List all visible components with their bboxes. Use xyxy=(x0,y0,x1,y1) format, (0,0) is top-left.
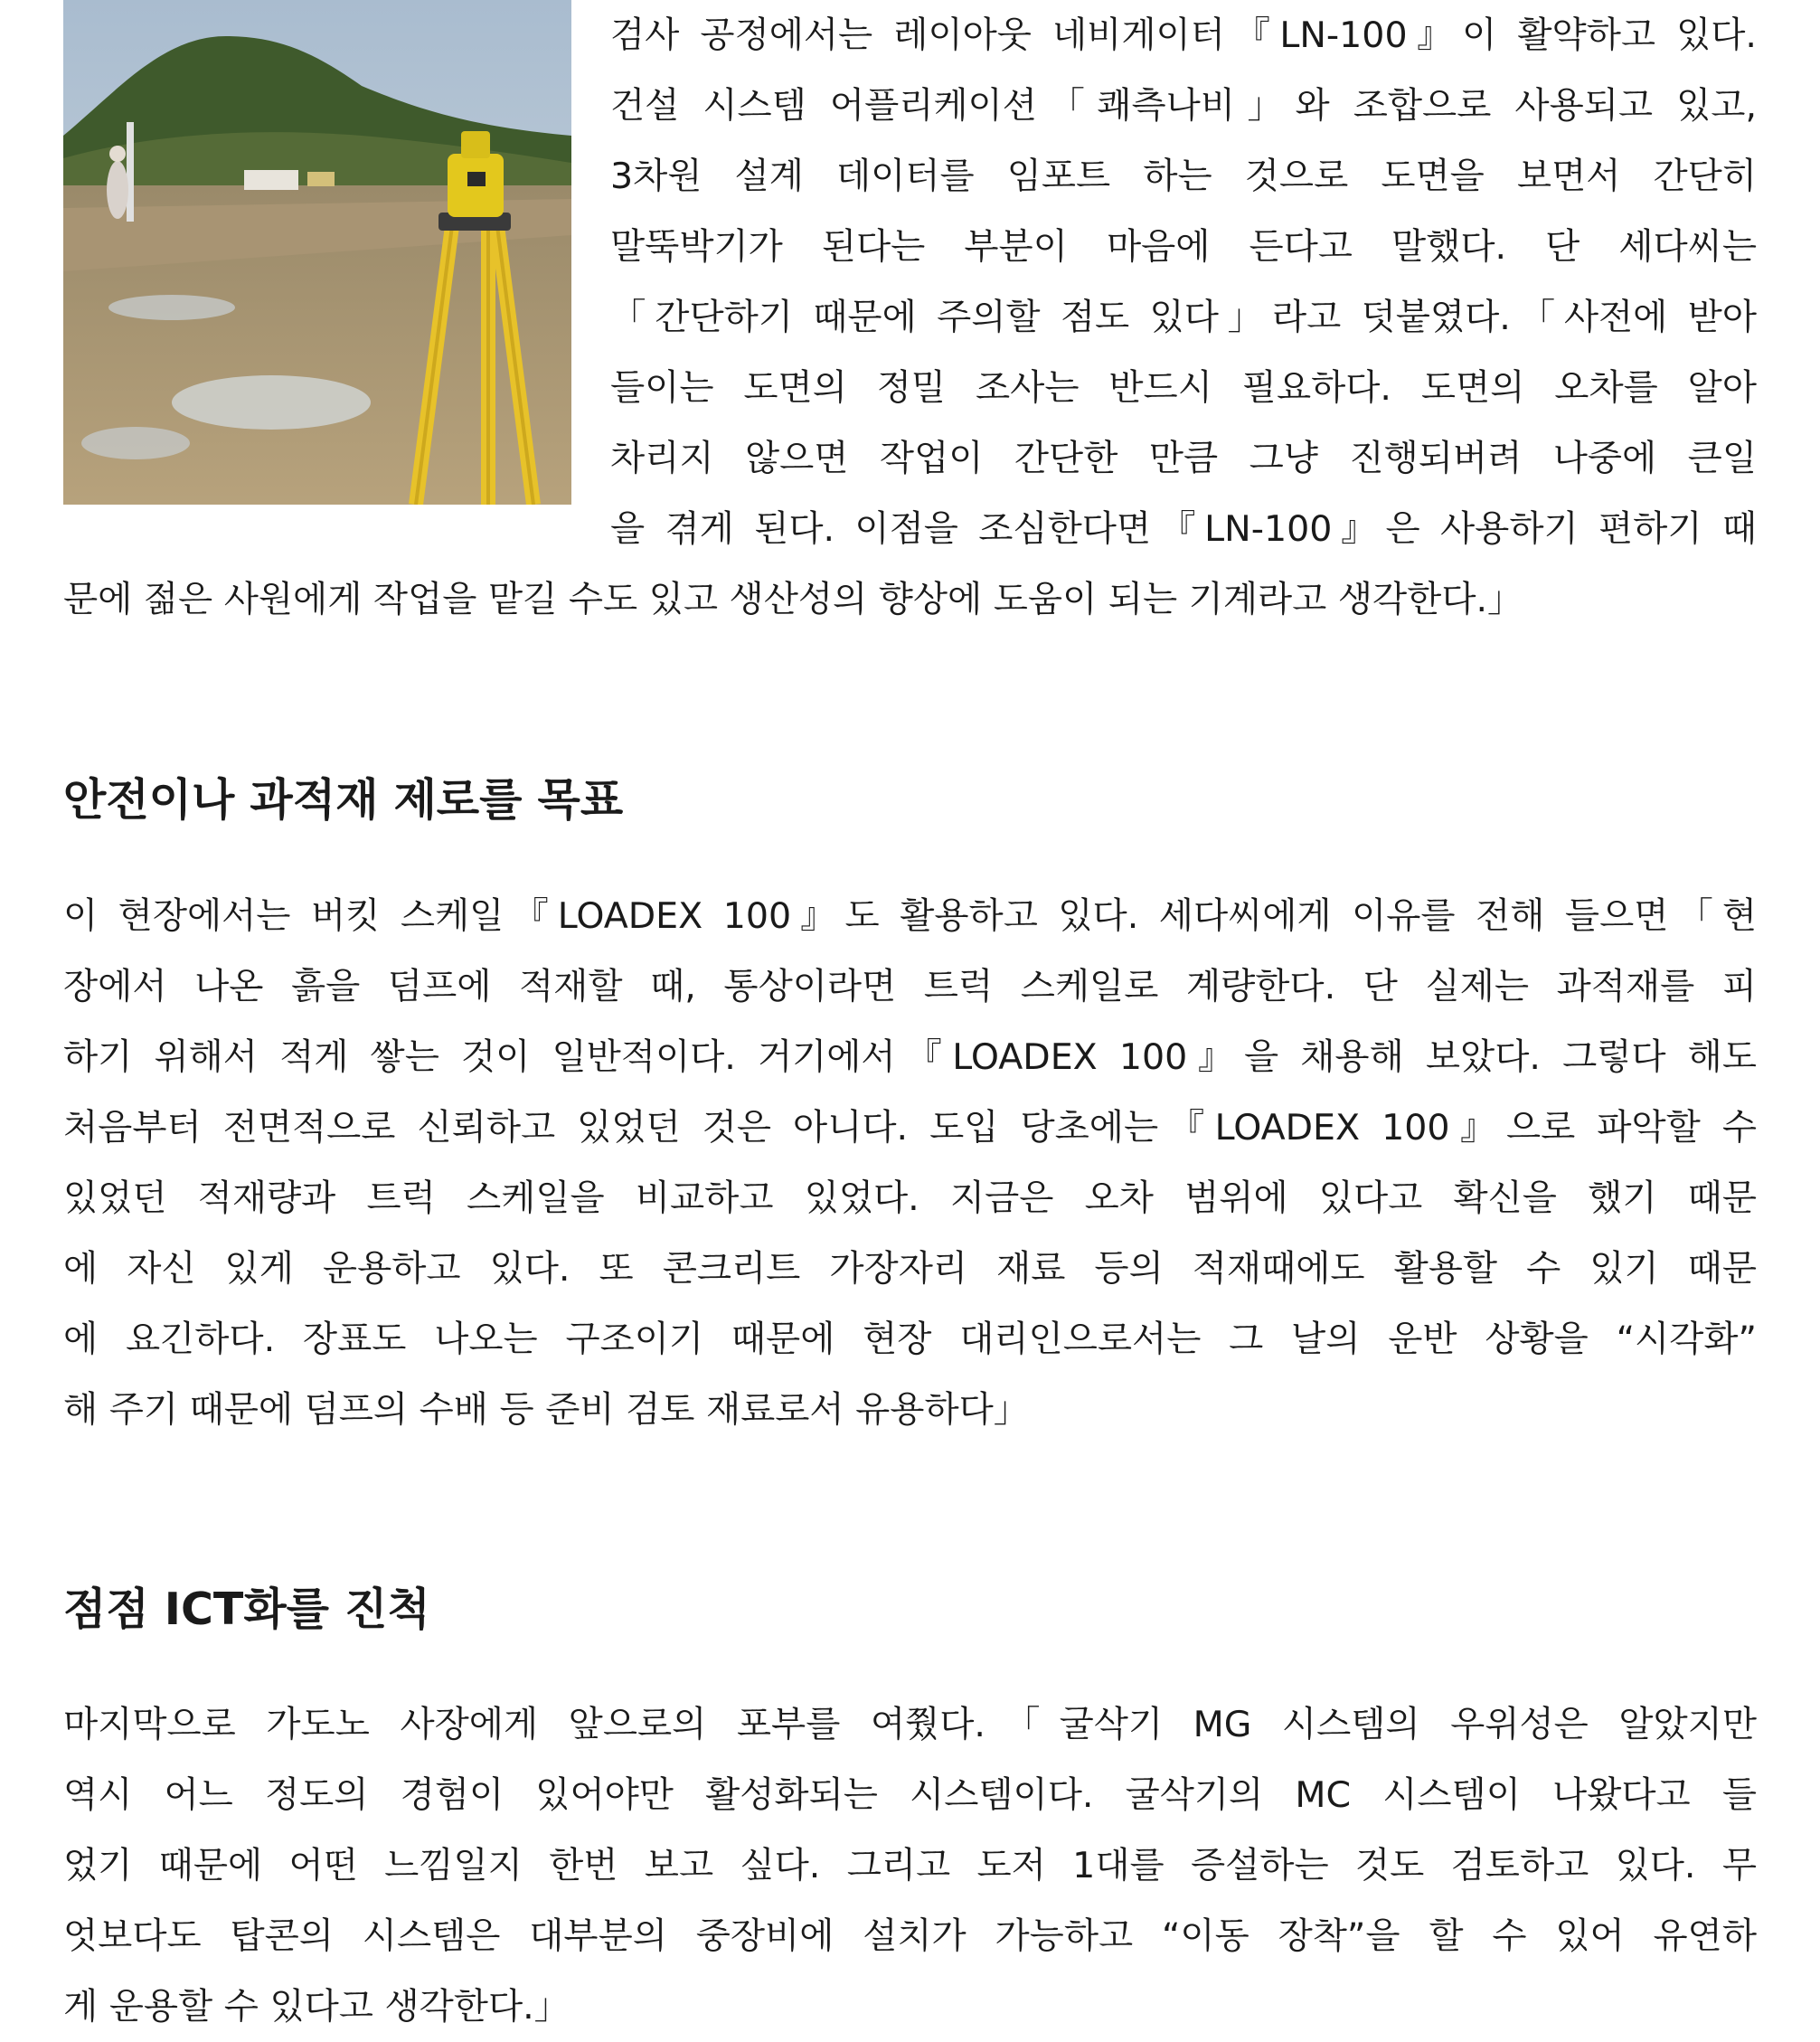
text-line: 게 운용할 수 있다고 생각한다.」 xyxy=(63,1986,571,2028)
text-line: 있었던 적재량과 트럭 스케일을 비교하고 있었다. 지금은 오차 범위에 있다고 확신을 했기 때문 xyxy=(63,1177,1757,1219)
intro-paragraph-wrapped xyxy=(610,0,1757,564)
text-line: 마지막으로 가도노 사장에게 앞으로의 포부를 여쭸다.「굴삭기 MG 시스템의 우위성은 알았지만 xyxy=(63,1704,1757,1745)
text-line: 엇보다도 탑콘의 시스템은 대부분의 중장비에 설치가 가능하고 “이동 장착”을 할 수 있어 유연하 xyxy=(63,1915,1757,1957)
construction-site-image xyxy=(63,0,571,505)
text-line: 말뚝박기가 된다는 부분이 마음에 든다고 말했다. 단 세다씨는 xyxy=(610,226,1757,268)
text-line: 검사 공정에서는 레이아웃 네비게이터『LN-100』이 활약하고 있다. xyxy=(610,14,1757,56)
text-line: 이 현장에서는 버킷 스케일『LOADEX 100』도 활용하고 있다. 세다씨에게 이유를 전해 들으면「현 xyxy=(63,895,1757,937)
text-line: 하기 위해서 적게 쌓는 것이 일반적이다. 거기에서『LOADEX 100』을 채용해 보았다. 그렇다 해도 xyxy=(63,1036,1757,1078)
text-line: 었기 때문에 어떤 느낌일지 한번 보고 싶다. 그리고 도저 1대를 증설하는 것도 검토하고 있다. 무 xyxy=(63,1845,1757,1886)
construction-site-photo xyxy=(63,0,571,505)
text-line: 역시 어느 정도의 경험이 있어야만 활성화되는 시스템이다. 굴삭기의 MC 시스템이 나왔다고 들 xyxy=(63,1774,1757,1816)
text-line: 문에 젊은 사원에게 작업을 맡길 수도 있고 생산성의 향상에 도움이 되는 기계라고 생각한다.」 xyxy=(63,579,1523,620)
text-line: 을 겪게 된다. 이점을 조심한다면『LN-100』은 사용하기 편하기 때 xyxy=(610,508,1757,550)
text-line: 「간단하기 때문에 주의할 점도 있다」라고 덧붙였다.「사전에 받아 xyxy=(610,297,1757,338)
section2-paragraph xyxy=(63,1689,1757,2042)
text-line: 처음부터 전면적으로 신뢰하고 있었던 것은 아니다. 도입 당초에는『LOADEX 100』으로 파악할 수 xyxy=(63,1107,1757,1149)
text-line: 들이는 도면의 정밀 조사는 반드시 필요하다. 도면의 오차를 알아 xyxy=(610,367,1757,409)
intro-paragraph-full xyxy=(63,564,1757,635)
text-line: 차리지 않으면 작업이 간단한 만큼 그냥 진행되버려 나중에 큰일 xyxy=(610,438,1757,479)
text-line: 해 주기 때문에 덤프의 수배 등 준비 검토 재료로서 유용하다」 xyxy=(63,1389,1030,1431)
section1-paragraph xyxy=(63,881,1757,1445)
text-line: 에 자신 있게 운용하고 있다. 또 콘크리트 가장자리 재료 등의 적재때에도 활용할 수 있기 때문 xyxy=(63,1248,1757,1290)
section-heading: 안전이나 과적재 제로를 목표 xyxy=(63,774,624,826)
text-line: 장에서 나온 흙을 덤프에 적재할 때, 통상이라면 트럭 스케일로 계량한다. 단 실제는 과적재를 피 xyxy=(63,966,1757,1007)
text-line: 에 요긴하다. 장표도 나오는 구조이기 때문에 현장 대리인으로서는 그 날의 운반 상황을 “시각화” xyxy=(63,1319,1757,1360)
text-line: 3차원 설계 데이터를 임포트 하는 것으로 도면을 보면서 간단히 xyxy=(610,156,1757,197)
section-heading: 점점 ICT화를 진척 xyxy=(63,1583,430,1635)
text-line: 건설 시스템 어플리케이션「쾌측나비」와 조합으로 사용되고 있고, xyxy=(610,85,1757,127)
